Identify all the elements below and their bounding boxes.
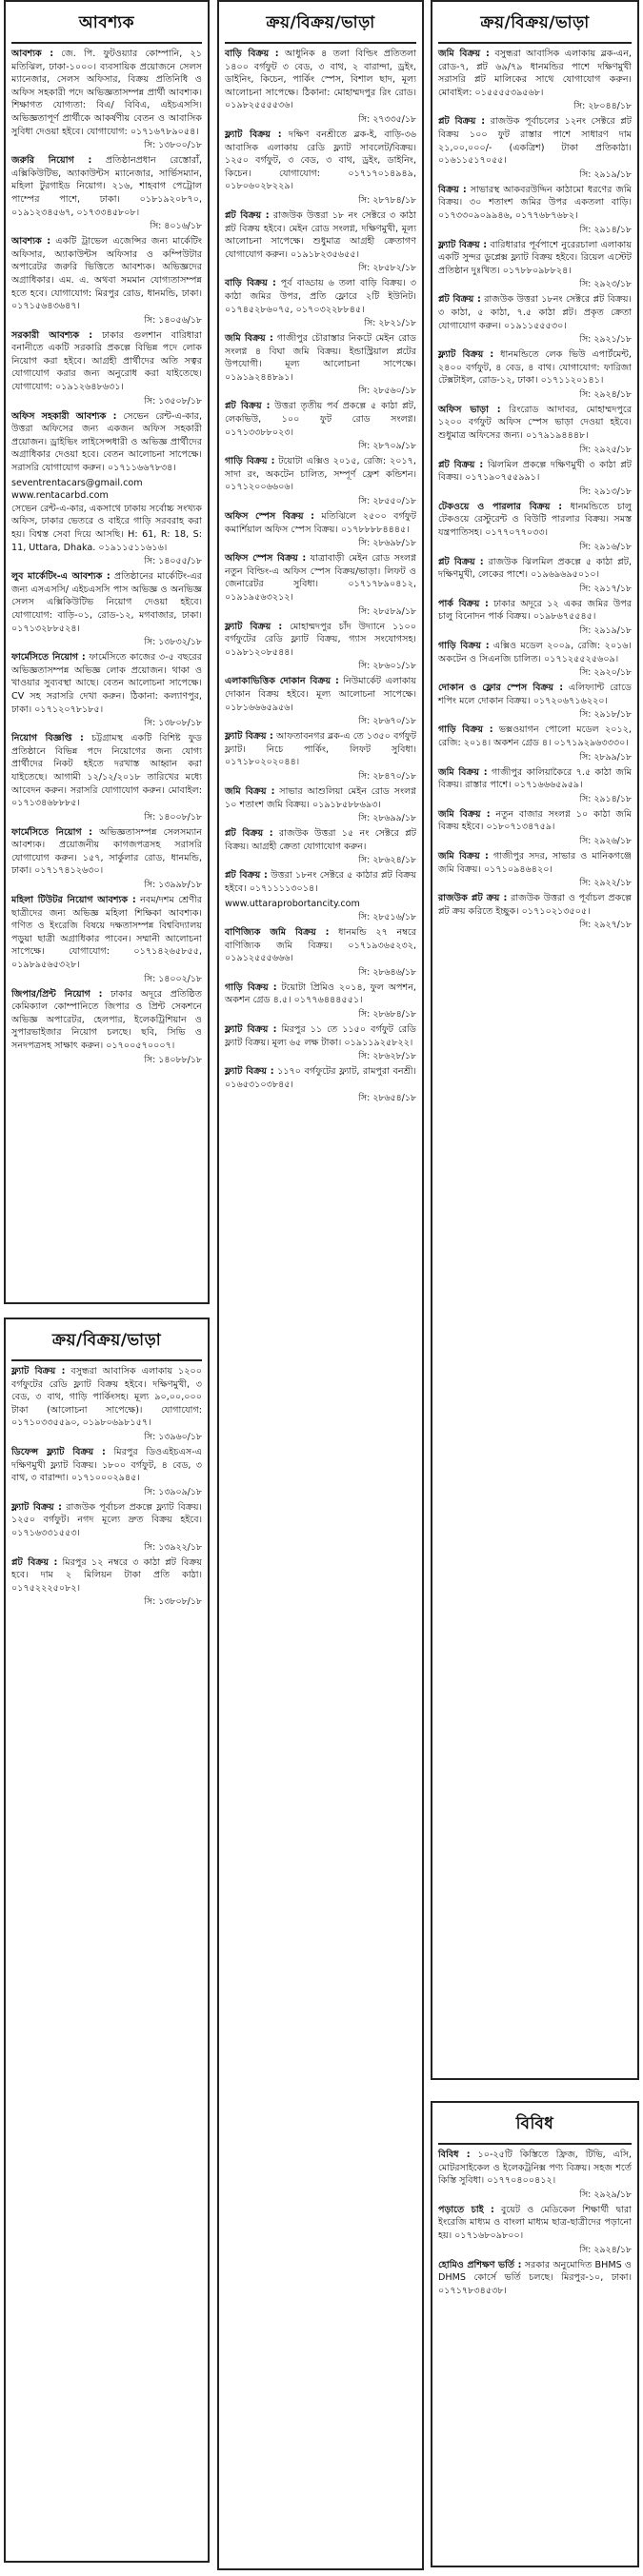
classified-ad (438, 682, 632, 707)
ad-code: সি: ২৯১৯/১৮ (579, 625, 632, 636)
section-buy-sell-rent-3 (431, 0, 639, 2080)
column-3 (431, 0, 639, 2567)
ad-title: মহিলা টিউটর নিয়োগ আবশ্যক : (11, 895, 136, 906)
ad-code: সি: ২৮৫৮৯/১৮ (358, 605, 416, 617)
ad-body: রাজউক উত্তরা ১৮নং সেক্টরে প্লট বিক্রয়। ৩ কাঠা, ৫ কাঠা, ৭.৫ কাঠা প্লট। প্রকৃত ক্রেতা যোগাযোগ করুন। ০১৯১১৫৫৫৩০। (438, 294, 632, 331)
ad-code: সি: ২৯২০/১৮ (579, 667, 632, 679)
classified-ad (438, 808, 632, 834)
ad-code: সি: ২৯২৪/১৮ (579, 388, 632, 400)
ad-title: এলাকাভিত্তিক দোকান বিক্রয় : (225, 676, 339, 687)
ad-title: জমি বিক্রয় : (225, 333, 273, 345)
ad-code: সি: ২৮৬৭০/১৮ (358, 716, 416, 727)
ad-title: গাড়ি বিক্রয় : (225, 456, 275, 467)
ad-title: ফ্ল্যাট বিক্রয় : (225, 621, 283, 632)
classified-ad (11, 1446, 202, 1485)
ad-title: জমি বিক্রয় : (438, 766, 488, 778)
ad-title: জমি বিক্রয় : (438, 808, 491, 820)
classified-ad (11, 1365, 202, 1430)
ad-body: রাজউক উত্তরা ও পূর্বাচল প্রকল্পে প্লট ক্রয় করিতে ইচ্ছুক। ০১৭১০২১৩৫০৫। (438, 893, 632, 917)
ad-body: একটি ট্রাভেল এজেন্সির জন্য মার্কেটিং অফিসার, অ্যাকাউন্টস অফিসার ও কম্পিউটার অপারেটর জরুরি ভিত্তিতে আবশ্যক। অভিজ্ঞদের অগ্রাধিকার। এম. এ. অথবা সমমান যোগ্যতাসম্পন্ন হতে হবে। যোগাযোগ: মিরপুর রোড, ধানমন্ডি, ঢাকা। ০১৭১৫৬৪৩৬৪৭। (11, 236, 202, 312)
ad-body: ১০-২৫টি কিস্তিতে ফ্রিজ, টিভি, এসি, মোটরসাইকেল ও ইলেকট্রনিক্স পণ্য বিক্রয়। সহজ শর্তে কিস্তি সুবিধা। ০১৭৭০৪০০৪১২। (438, 2150, 632, 2187)
ad-body: মিরপুর ১২ নম্বরে ৩ কাঠা প্লট বিক্রয় হবে। দাম ২ মিলিয়ন টাকা প্রতি কাঠা। ০১৭৫২২২৫০৮২। (11, 1556, 202, 1594)
classified-ad (11, 988, 202, 1053)
ad-code: সি: ২৮০৪৪/১৮ (573, 101, 632, 112)
ad-body: সাভারস্থ আকবরউদ্দিন কাঠামো ধরণের জমি বিক্রয়। ৩০ শতাংশ জমির উপর একতলা বাড়ি। ০১৭৩৩০৯০৯৯৪৬, ০১৭৭৬৮৭৬৮২। (438, 184, 632, 221)
classified-ad (225, 332, 416, 384)
ad-title: ফ্ল্যাট বিক্রয় : (225, 1066, 274, 1078)
ad-code: সি: ১৩৯৯৮/১৮ (144, 880, 202, 891)
ad-title: বিক্রয় : (438, 184, 467, 195)
ad-body: www.uttaraprobortancity.com (225, 898, 360, 909)
ad-title: রাজউক প্লট ক্রয় : (438, 893, 508, 904)
classified-ad (225, 785, 416, 811)
ad-code: সি: ২৮৭৮৪/১৮ (358, 194, 416, 206)
ad-body: নিউমার্কেট এলাকায় দোকান বিক্রয় হইবে। মূল্য আলোচনা সাপেক্ষে। ০১৮১৬৬৬৫৯৫৬। (225, 676, 416, 713)
ad-code: সি: ২৯১৪/১৮ (579, 224, 632, 235)
ad-code: সি: ২৯২৪/১৮ (579, 2244, 632, 2255)
ad-code: সি: ২৮৫১৬/১৮ (358, 912, 416, 923)
ad-body: ঢাকার গুলশান বারিধারা বনানীতে একটি সরকারি প্রকল্পে বিভিন্ন পদে লোক নিয়োগ করা হইবে। আগ্রহী প্রার্থীদের অতি সত্বর যোগাযোগ করার জন্য অনুরোধ করা যাইতেছে। যোগাযোগ: ০১৯১২৬৪৮৬৩১। (11, 329, 202, 393)
ad-title: প্লট বিক্রয় : (438, 459, 484, 470)
ad-code: সি: ২৮৫৫০/১৮ (358, 496, 416, 507)
ad-body: টয়োটা প্রিমিও ২০১৪, ফুল অপশন, অকশন গ্রেড ৪.৫। ০১৭৭৬৪৪৪৫৫১। (225, 981, 416, 1006)
ad-title: অফিস সহকারী আবশ্যক : (11, 410, 117, 422)
ad-code: সি: ১৩৮০৮/১৮ (144, 1596, 202, 1608)
classified-ad (225, 981, 416, 1007)
classified-ad (438, 2259, 632, 2298)
section-misc (431, 2101, 639, 2567)
classified-ad (225, 675, 416, 714)
classified-ad (438, 2204, 632, 2243)
column-2 (217, 0, 424, 2570)
ad-body: মোহাম্মদপুর চাঁদ উদ্যানে ১১০০ বর্গফুটের রেডি ফ্ল্যাট বিক্রয়, গ্যাস সংযোগসহ। ০১৯৮১২০৮৫৪৪। (225, 621, 416, 658)
section-header: ক্রয়/বিক্রয়/ভাড়া (225, 6, 416, 44)
ad-code: সি: ২৮৬৫৪/১৮ (358, 1093, 416, 1104)
ad-code: সি: ২৮৫৮২/১৮ (358, 263, 416, 274)
ad-title: প্লট বিক্রয় : (225, 209, 270, 221)
ad-body: প্রতিষ্ঠানের মার্কেটিং-এর জন্য এসএসসি/ এইচএসসি পাস অভিজ্ঞ ও অনভিজ্ঞ সেলস এক্সিকিউটিভ নিয়োগ দেওয়া হইবে। যোগাযোগ: বাড়ি-০১, রোড-১২, মগবাজার, ঢাকা। ০১৭১৩২৮৮৫২৪। (11, 571, 202, 634)
ad-code: সি: ২৯২৫/১৮ (579, 444, 632, 455)
ad-body: রাজউক পূর্বাচলের ১২নং সেক্টরে প্লট বিক্রয় ১০০ ফুট রাস্তার পাশে সাধারণ দাম ২১,০০,০০০/- (একত্রিশ) টাকা প্রতিকাঠা। ০১৬১১৫১৭০৫৫। (438, 116, 632, 167)
classified-ad (11, 651, 202, 716)
ad-title: দোকান ও ফ্লোর স্পেস বিক্রয় : (438, 683, 564, 694)
ads-list (225, 48, 416, 1104)
ad-body: টয়োটা এক্সিও ২০১৫, রেজি: ২০১৭, সাদা রং, অকটেন চালিত, সম্পূর্ণ ফ্রেশ কন্ডিশন। ০১৭১২০০৬৬০৬। (225, 456, 416, 493)
classified-ad (225, 1065, 416, 1091)
classified-ad (438, 348, 632, 387)
ad-body: মিরপুর ১১ তে ১১৫০ বর্গফুট রেডি ফ্ল্যাট বিক্রয়। মূল্য ৬৫ লক্ষ টাকা। ০১৯১১৯২৫৮২২। (225, 1024, 416, 1048)
classified-ad (438, 850, 632, 876)
ad-body: রাজউক পূর্বাচল প্রকল্পে ফ্ল্যাট বিক্রয়। ১২৫০ বর্গফুট। নগদ মূল্যে দ্রুত বিক্রয় হইবে। ০১৭১৬৩৩১৫৫৩। (11, 1501, 202, 1538)
ads-list (438, 2149, 632, 2297)
ad-title: অফিস স্পেস বিক্রয় : (225, 553, 307, 565)
ad-body: বারিধারার পূর্বপাশে নুরেরচালা এলাকায় একটি সুন্দর ডুপ্লেক্স ফ্ল্যাট বিক্রয় হইবে। রিয়েল এস্টেট প্রতিষ্ঠান দুঃখিত। ০১৭৮৮০৯৮৮২৪। (438, 239, 632, 276)
ad-title: জরুরি নিয়োগ : (11, 155, 92, 167)
classified-ad (225, 277, 416, 316)
ad-body: মিরপুর ডিওএইচএস-এ দক্ষিণমুখী ফ্ল্যাট বিক্রয়। ১৮০০ বর্গফুট, ৪ বেড, ৩ বাথ, ৩ বারান্দা। ০১৭১০০০২৯৪৫। (11, 1446, 202, 1484)
ad-body: সরকার অনুমোদিত BHMS ও DHMS কোর্সে ভর্তি চলছে। মিরপুর-১০, ঢাকা। ০১৭১৭৮৩৪৫৩৮। (438, 2259, 632, 2296)
classified-ad (225, 400, 416, 439)
classified-ad (225, 510, 416, 536)
ad-code: সি: ১৪০০২/১৮ (144, 973, 202, 984)
ad-title: পড়াতে চাই : (438, 2204, 494, 2215)
ad-code: সি: ২৯১৮/১৮ (579, 709, 632, 721)
classified-ad (438, 501, 632, 540)
classified-ad (11, 154, 202, 219)
classified-ad (438, 184, 632, 223)
ad-title: বাড়ি বিক্রয় : (225, 49, 279, 59)
classified-ad (11, 826, 202, 878)
ad-code: সি: ১৩৯০৯/১৮ (144, 1486, 202, 1497)
classified-ad (11, 894, 202, 972)
ad-title: ফ্ল্যাট বিক্রয় : (438, 349, 494, 361)
classified-ad (438, 2149, 632, 2188)
ad-title: বিবিধ : (438, 2150, 471, 2160)
classified-ad (225, 827, 416, 853)
ad-code: সি: ২৭৩৩৫/১৮ (358, 113, 416, 125)
ad-code: সি: ২৮৬৯৮/১৮ (358, 538, 416, 549)
ad-title: প্লট বিক্রয় : (438, 556, 484, 567)
ad-title: প্লট বিক্রয় : (225, 870, 268, 882)
ad-code: সি: ২৯১৪/১৮ (579, 793, 632, 804)
classified-ad (11, 477, 202, 555)
ad-title: ফ্ল্যাট বিক্রয় : (225, 129, 282, 140)
ad-code: সি: ১৪০৫৫/১৮ (144, 556, 202, 567)
ad-code: সি: ২৮৬২৪/১৮ (358, 855, 416, 866)
ad-code: সি: ২৯২৬/১৮ (579, 835, 632, 846)
ad-title: জমি বিক্রয় : (225, 785, 275, 797)
ad-body: গাজীপুর সদর, সাভার ও মানিকগঞ্জে জমি বিক্রয়। ০১৭১০৯৪৬৪২০। (438, 850, 632, 875)
ad-title: ফ্ল্যাট বিক্রয় : (11, 1366, 66, 1377)
ad-body: ১১৭০ বর্গফুটের ফ্ল্যাট, রামপুরা বনশ্রী। ০১৬৫৩১০৩৮৪৫। (225, 1066, 416, 1090)
classified-ad (438, 723, 632, 749)
classified-ad (11, 570, 202, 635)
ad-body: বসুন্ধরা আবাসিক এলাকায় ব্লক-এন, রোড-৭, প্লট ৬৯/৭৯ ধানমন্ডির পাশে দক্ষিণমুখী সরাসরি প্লট মালিকের সাথে যোগাযোগ করুন। মোবাইল: ০১৫৫৫৫৩৯৫৬৮। (438, 49, 632, 98)
classified-ad (225, 48, 416, 112)
ad-body: ধানমন্ডিতে চালু টেকওয়ে রেস্টুরেন্ট ও বিউটি পারলার বিক্রয়। সমস্ত যন্ত্রপাতিসহ। ০১৭৭০৭৭০৩৩। (438, 501, 632, 539)
ad-body: ধানমন্ডিতে লেক ভিউ এপার্টমেন্ট, ২৪০০ বর্গফুট, ৪ বেড, ৪ বাথ। যোগাযোগ: ফারিজা টেক্সটাইল, রোড-১২, ঢাকা। ০১৭১১২০১৪১। (438, 349, 632, 386)
classified-ad (225, 898, 416, 911)
ad-title: বাড়ি বিক্রয় : (225, 278, 276, 289)
classified-ad (438, 459, 632, 485)
ad-code: সি: ১৪০০৮/১৮ (144, 811, 202, 822)
section-buy-sell-rent-1 (4, 1318, 210, 2563)
ad-body: সেভেন রেন্ট-এ-কার, উত্তরা অফিসের জন্য একজন অফিস সহকারী প্রয়োজন। ড্রাইভিং লাইসেন্সধারী ও অভিজ্ঞ প্রার্থীদের অগ্রাধিকার দেওয়া হবে। বেতন আলোচনা সাপেক্ষে। সরাসরি যোগাযোগ করুন। ০১৭১১৬৬৭৮৩৪। (11, 410, 202, 474)
classified-ad (438, 556, 632, 582)
ad-title: পার্ক বিক্রয় : (438, 598, 489, 609)
section-header: আবশ্যক (11, 6, 202, 44)
ad-code: সি: ২৮৬০১/১৮ (358, 661, 416, 672)
ad-body: ফার্মেসিতে কাজের ৩-৫ বছরের অভিজ্ঞতাসম্পন্ন অভিজ্ঞ লোক প্রয়োজন। থাকা ও খাওয়ার সুব্যবস্থা আছে। বেতন আলোচনা সাপেক্ষে। CV সহ সরাসরি দেখা করুন। ঠিকানা: কল্যাণপুর, ঢাকা। ০১৭১২০৭৮১৮৫। (11, 652, 202, 715)
classified-ad (438, 115, 632, 167)
classified-ad (225, 1023, 416, 1049)
ad-code: সি: ২৯২২/১৮ (579, 878, 632, 889)
ad-body: নতুন বাজার সংলগ্ন ১০ কাঠা জমি বিক্রয় হইবে। ০১৮০৭১৩৪৭৫৯। (438, 808, 632, 833)
ad-body: মতিঝিলে ২৫০০ বর্গফুট কমার্শিয়াল অফিস স্পেস বিক্রয়। ০১৭৮৮৮৮৪৪৪৫। (225, 511, 416, 535)
classified-ad (11, 732, 202, 810)
ad-code: সি: ২৯১৯/১৮ (579, 168, 632, 180)
ad-code: সি: ১৪০৫৬/১৮ (144, 314, 202, 326)
ad-code: সি: ১৩৯২২/১৮ (144, 1541, 202, 1553)
ad-body: বসুন্ধরা আবাসিক এলাকায় ১২০০ বর্গফুটের রেডি ফ্ল্যাট বিক্রয় হইবে। দক্ষিণমুখী, ৩ বেড, ৩ বাথ, গাড়ি পার্কিংসহ। মূল্য ৯০,০০,০০০ টাকা (আলোচনা সাপেক্ষে)। যোগাযোগ: ০১৭১০৩৩৫৫৯০, ০১৯৮০৬৯৮১৫৭। (11, 1366, 202, 1429)
ad-body: সাভার আশুলিয়া মেইন রোড সংলগ্ন ১০ শতাংশ জমি বিক্রয়। ০১৯১৮৫৮৮৬৯৩। (225, 785, 416, 810)
ad-body: গাজীপুর কালিয়াকৈরে ৭.৫ কাঠা জমি বিক্রয়। রাস্তার পাশে। ০১৭১৬৬৬৫৯৫৯। (438, 766, 632, 791)
ad-title: প্লট বিক্রয় : (438, 116, 486, 128)
section-wanted (4, 0, 210, 1304)
classified-ad (225, 730, 416, 769)
ad-code: সি: ২৮৬৪৬/১৮ (358, 966, 416, 978)
ad-body: ঢাকার অদূরে প্রতিষ্ঠিত কেমিক্যাল কোম্পানিতে জিপার ও প্রিন্ট সেকশনে অভিজ্ঞ অপারেটর, হেলপার, ইলেকট্রিশিয়ান ও সুপারভাইজার নিয়োগ চলছে। ছবি, সিভি ও সনদপত্রসহ সাক্ষাৎ করুন। ০১৭০০৫৭০০০৭। (11, 988, 202, 1051)
ad-title: নিয়োগ বিজ্ঞপ্তি : (11, 733, 84, 744)
ad-code: সি: ১৪০৮৮/১৮ (144, 1054, 202, 1065)
ad-title: জিপার/প্রিন্ট নিয়োগ : (11, 988, 103, 1000)
section-buy-sell-rent-2 (217, 0, 424, 2570)
ad-body: দক্ষিণ বনশ্রীতে ব্লক-ই, বাড়ি-৩৬ আবাসিক এলাকায় রেডি ফ্ল্যাট সাবলেট/বিক্রয়। ১২৫০ বর্গফুট, ৩ বেড, ৩ বাথ, ড্রইং, ডাইনিং, কিচেন। যোগাযোগ: ০১৭১৭০১৪৯৪৯, ০১৮০৬০২৮২২৯। (225, 129, 416, 192)
ad-title: প্লট বিক্রয় : (225, 828, 273, 840)
ad-title: ফ্ল্যাট বিক্রয় : (225, 1024, 277, 1036)
ad-code: সি: ১৩৫০৮/১৮ (144, 395, 202, 406)
ad-title: আবশ্যক : (11, 236, 51, 248)
ad-body: আফতাবনগর ব্লক-এ তে ১৩৫০ বর্গফুট ফ্ল্যাট। নিচে পার্কিং, লিফট সুবিধা। ০১৭১৮০২০২০৪৪। (225, 731, 416, 768)
ad-title: ডিফেন্স ফ্ল্যাট বিক্রয় : (11, 1446, 106, 1457)
ad-code: সি: ২৯১৭/১৮ (579, 583, 632, 594)
ad-body: উত্তরা ১৮নং সেক্টরে ৫ কাঠার প্লট বিক্রয় হইবে। ০১৭১১১১৩০১৪। (225, 870, 416, 894)
classified-ad (11, 235, 202, 313)
ad-title: গাড়ি বিক্রয় : (438, 641, 490, 651)
ad-body: যাত্রাবাড়ী মেইন রোড সংলগ্ন নতুন বিল্ডিং-এ অফিস স্পেস বিক্রয়/ভাড়া। লিফট ও জেনারেটর সুবিধা। ০১৭১৭৮৯০৪১২, ০১৯১৯৫৬৩২১২। (225, 553, 416, 603)
classified-ad (11, 1556, 202, 1595)
ad-code: সি: ১৩৯৬০/১৮ (144, 1431, 202, 1442)
ad-title: টেকওয়ে ও পারলার বিক্রয় : (438, 501, 563, 512)
ad-body: রাজউক উত্তরা ১৮ নং সেক্টরে ৩ কাঠা প্লট বিক্রয় হইবে। মেইন রোড সংলগ্ন, দক্ষিণমুখী, মূল্য আলোচনা সাপেক্ষে। শুধুমাত্র আগ্রহী ক্রেতাগণ যোগাযোগ করুন। ০১৯১৮২৩৫৬৫৫। (225, 209, 416, 260)
ad-body: এলিফ্যান্ট রোডে শপিং মলে দোকান বিক্রয়। ০১৭২০৬৭১৬২২০। (438, 683, 632, 706)
ad-body: রাজউক ঝিলমিল প্রকল্পে ৫ কাঠা প্লট, দক্ষিণমুখী, লেকের পাশে। ০১৯৬৯৬৯৫০১০। (438, 556, 632, 581)
ad-title: হোমিও প্রশিক্ষণ ভর্তি : (438, 2259, 522, 2270)
ad-body: রাজউক উত্তরা ১৫ নং সেক্টরে প্লট বিক্রয়। আগ্রহী ক্রেতা যোগাযোগ করুন। (225, 828, 416, 852)
ad-body: ঢাকার অদূরে ১২ একর জমির উপর চালু বিনোদন পার্ক বিক্রয়। ০১৯৮৬৭৫৫৪৫। (438, 598, 632, 623)
ad-title: আবশ্যক : (11, 49, 54, 59)
ad-body: জে. পি. ফুটওয়্যার কোম্পানি, ২১ মতিঝিল, ঢাকা-১০০০। ব্যবসায়িক প্রয়োজনে সেলস ম্যানেজার, সেলস অফিসার, বিক্রয় প্রতিনিধি ও অফিস সহকারী পদে অভিজ্ঞতাসম্পন্ন প্রার্থী আবশ্যক। শিক্ষাগত যোগ্যতা: বিএ/ বিবিএ, এইচএসসি। অভিজ্ঞতাপূর্ণ প্রার্থীকে আকর্ষণীয় বেতন ও আবাসিক সুবিধা দেওয়া হইবে। যোগাযোগ: ০১৭১৬৭৮৯০৫৪। (11, 49, 202, 137)
ad-title: গাড়ি বিক্রয় : (225, 981, 277, 993)
ad-code: সি: ২৯২৯/১৮ (579, 2189, 632, 2200)
ad-code: সি: ২৯১৬/১৮ (579, 541, 632, 552)
ad-title: ফার্মেসিতে নিয়োগ : (11, 652, 86, 664)
classified-ad (438, 293, 632, 332)
classified-ad (225, 869, 416, 895)
ad-code: সি: ২৮৯৯/১৮ (579, 751, 632, 763)
ad-title: জমি বিক্রয় : (438, 850, 489, 862)
ad-title: ফ্ল্যাট বিক্রয় : (225, 731, 273, 743)
ad-body: ধানমন্ডি ২৭ নম্বরে বাণিজ্যিক জমি বিক্রয়। ০১৭১৯৩৬৫২৩২, ০১৯১২৫৫৫৬৬৬। (225, 927, 416, 964)
classified-ad (225, 455, 416, 494)
ad-title: অফিস স্পেস বিক্রয় : (225, 511, 314, 523)
classified-ad (225, 926, 416, 965)
ad-body: গাজীপুর চৌরাস্তার নিকটে মেইন রোড সংলগ্ন ৪ বিঘা জমি বিক্রয়। ইন্ডাস্ট্রিয়াল প্লটের উপযোগী। মূল্য আলোচনা সাপেক্ষে। ০১৯১৯২৪৪৮৯১। (225, 333, 416, 383)
classified-ad (11, 48, 202, 138)
classified-ad (11, 329, 202, 394)
classified-ad (438, 239, 632, 278)
ad-body: seventrentacars@gmail.com www.rentacarbd.com সেভেন রেন্ট-এ-কার, একসাথে ঢাকায় সর্বোচ্চ সংখ্যক অফিস, ঢাকার ভেতরে ও বাইরে গাড়ি সরবরাহ করা হয়। বিশ্বস্ত সেবা দিয়ে আসছি। H: 61, R: 18, S: 11, Uttara, Dhaka. ০১৯১১৫১১৬১৬। (11, 477, 202, 553)
ad-code: সি: ২৮৬২৮/১৮ (358, 1051, 416, 1062)
classified-ad (438, 598, 632, 624)
ad-title: ফ্ল্যাট বিক্রয় : (438, 239, 488, 250)
ads-list (11, 1365, 202, 1608)
ad-title: ফার্মেসিতে নিয়োগ : (11, 826, 92, 838)
ad-title: বাণিজ্যিক জমি বিক্রয় : (225, 927, 330, 939)
ad-body: নবম/দশম শ্রেণীর ছাত্রীদের জন্য অভিজ্ঞ মহিলা শিক্ষিকা আবশ্যক। গণিত ও ইংরেজি বিষয়ে দক্ষতাসম্পন্ন বিশ্ববিদ্যালয় পড়ুয়া ছাত্রী অগ্রাধিকার পাবেন। সম্মানী আলোচনা সাপেক্ষে। যোগাযোগ: ০১৭১৪২৬৫৮৫৫, ০১৯৮৯৫৬৫৩২৮। (11, 895, 202, 971)
classified-ad (438, 766, 632, 792)
ad-code: সি: ২৮৫৬০/১৮ (358, 386, 416, 397)
ad-body: বুয়েট ও মেডিকেল শিক্ষার্থী দ্বারা ইংরেজি মাধ্যম ও বাংলা মাধ্যম ছাত্র-ছাত্রীদের পড়ানো হয়। ০১৭১৬৮০৯৮০০। (438, 2204, 632, 2241)
ad-body: ভক্সওয়াগন পোলো মডেল ২০১২, রেজি: ২০১৪। অকশন গ্রেড ৪। ০১৭১৯২৯৬৩৩৩০। (438, 724, 632, 748)
classified-ad (11, 410, 202, 475)
ad-title: গাড়ি বিক্রয় : (438, 724, 493, 736)
classified-ad (225, 552, 416, 604)
ad-body: চট্টগ্রামস্থ একটি বিশিষ্ট ফুড প্রতিষ্ঠানে বিভিন্ন পদে নিয়োগের জন্য যোগ্য প্রার্থীদের নিকট হইতে দরখাস্ত আহ্বান করা যাইতেছে। আগামী ১২/১২/২০১৮ তারিখের মধ্যে আবেদন করুন। সরাসরি যোগাযোগ করুন। মোবাইল: ০১৭১৩৪৬৮৮৮৫। (11, 733, 202, 809)
classified-ad (438, 404, 632, 443)
ad-code: সি: ১৩৮৩২/১৮ (144, 637, 202, 648)
ad-title: প্লট বিক্রয় : (438, 294, 481, 306)
ad-code: সি: ৪০১৬/১৮ (150, 221, 202, 232)
classified-ad (438, 48, 632, 99)
classified-ad (225, 129, 416, 193)
ad-title: ফ্ল্যাট বিক্রয় : (11, 1501, 62, 1513)
ad-code: সি: ২৮৬৮৪/১৮ (358, 1009, 416, 1020)
classified-ad (11, 1501, 202, 1540)
ad-body: এক্সিও মডেল ২০০৯, রেজি: ২০১৬। অকটেন ও সিএনজি চালিত। ০১৭১২৫৫২৫৬০৯। (438, 641, 632, 664)
ad-body: অভিজ্ঞতাসম্পন্ন সেলসম্যান আবশ্যক। প্রয়োজনীয় কাগজপত্রসহ সরাসরি যোগাযোগ করুন। ১৫৭, সার্কুলার রোড, ধানমন্ডি, ঢাকা। ০১৭১৭৪১২৬৩০। (11, 826, 202, 877)
section-header: ক্রয়/বিক্রয়/ভাড়া (438, 6, 632, 44)
ads-list (438, 48, 632, 931)
ad-body: পূর্ব বাড্ডায় ৬ তলা বাড়ি বিক্রয়। ৩ কাঠা জমির উপর, প্রতি ফ্লোরে ২টি ইউনিট। ০১৭৪৫২৮৬০৭৫, ০১৭০৩২২৮৮৪৫। (225, 278, 416, 315)
ad-body: উত্তরা তৃতীয় পর্ব প্রকল্পে ৫ কাঠা প্লট, লেকভিউ, ১০০ ফুট রোড সংলগ্ন। ০১৭১৩৩৮৮০২৩। (225, 401, 416, 438)
ad-title: প্লট বিক্রয় : (225, 401, 271, 412)
ad-code: সি: ২৮৪৭০/১৮ (358, 770, 416, 782)
ad-code: সি: ২৮২১/১৮ (364, 318, 416, 329)
section-header: বিবিধ (438, 2107, 632, 2145)
ad-body: আধুনিক ৪ তলা বিল্ডিং প্রতিতলা ১৪০০ বর্গফুট ৩ বেড, ৩ বাথ, ২ বারান্দা, ড্রইং, ডাইনিং, কিচেন, পার্কিং স্পেস, বিশাল ছাদ, মূল্য আলোচনা সাপেক্ষে। ঠিকানা: মোহাম্মদপুর রিং রোড। ০১৯৮২৫৫৫৫৩৬। (225, 49, 416, 111)
ad-code: সি: ২৮৭০৯/১৮ (358, 441, 416, 452)
ad-code: সি: ২৯২৩/১৮ (579, 279, 632, 290)
column-1 (4, 0, 210, 2563)
classified-ad (225, 209, 416, 261)
ad-code: সি: ২৯২৭/১৮ (579, 920, 632, 931)
ad-title: লুব মার্কেটিং-এ আবশ্যক : (11, 571, 111, 583)
ad-title: প্লট বিক্রয় : (11, 1556, 58, 1568)
classified-ad (225, 621, 416, 660)
ad-code: সি: ১৩৮০৮/১৮ (144, 718, 202, 729)
ad-code: সি: ১৩৮০০/১৮ (144, 140, 202, 151)
ad-code: সি: ২৮৬৯৯/১৮ (358, 813, 416, 824)
ad-body: ঝিলমিল প্রকল্পে দক্ষিণমুখী ৩ কাঠা প্লট বিক্রয়। ০১৭১৯০৭৫৫৯৯১। (438, 459, 632, 484)
ad-code: সি: ২৯২১/১৮ (579, 334, 632, 346)
ad-body: রিংরোড আদাবর, মোহাম্মদপুরে ১২০০ বর্গফুট অফিস স্পেস ভাড়া দেওয়া হইবে। শুধুমাত্র অফিসের জন্য। ০১৭৯১৯৪৪৪৮। (438, 404, 632, 442)
ad-code: সি: ২৯১৩/১৮ (579, 485, 632, 497)
ad-title: সরকারী আবশ্যক : (11, 329, 93, 341)
ad-title: জমি বিক্রয় : (438, 49, 490, 59)
ad-body: প্রতিষ্ঠানপ্রধান রেস্তোরাঁ, এক্সিকিউটিভ, অ্যাকাউন্টস ম্যানেজার, সার্ভিসম্যান, মহিলা টুরগাইড নিয়োগ। ২১৬, শাহবাগ পেট্রোল পাম্পের পাশে, ঢাকা। ০১৮১৯২০৮৭০, ০১৯১২৩৪৫৬৭, ০১৭৩৩৪৫৮০৮। (11, 155, 202, 218)
ads-list (11, 48, 202, 1066)
section-header: ক্রয়/বিক্রয়/ভাড়া (11, 1323, 202, 1361)
classified-ad (438, 640, 632, 665)
ad-title: অফিস ভাড়া : (438, 404, 501, 415)
classified-ad (438, 892, 632, 918)
